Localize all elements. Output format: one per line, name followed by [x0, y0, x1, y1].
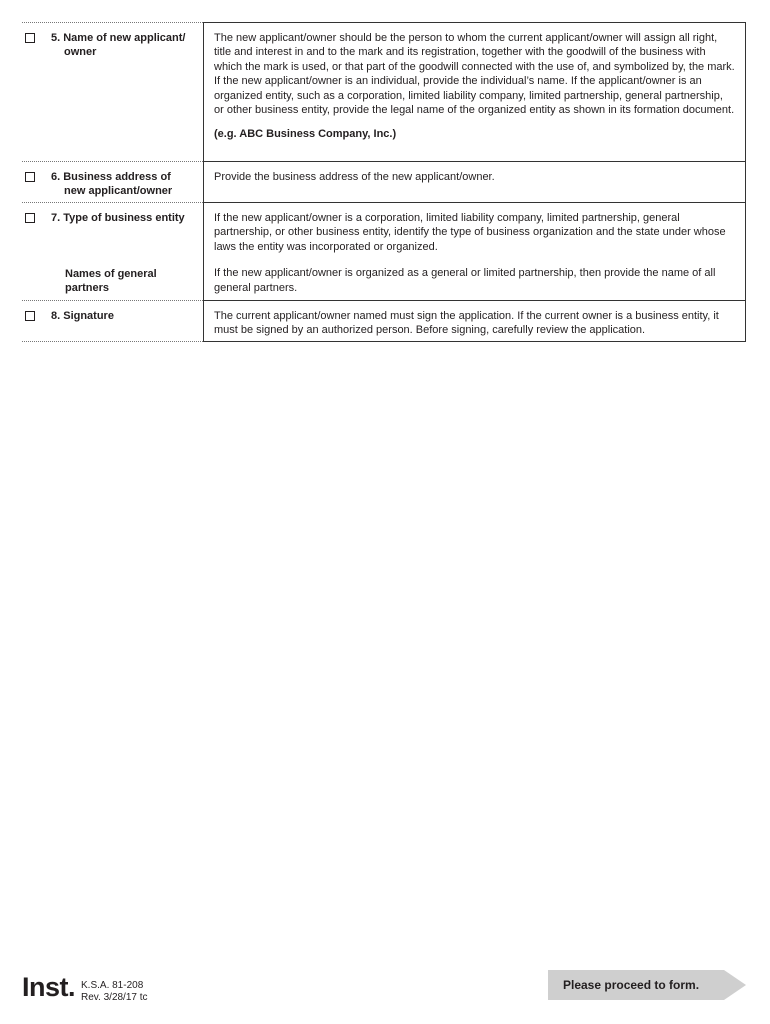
instruction-item-7 [22, 202, 748, 300]
instruction-list [22, 22, 748, 342]
inst-marker: Inst. [22, 972, 76, 1002]
item-label-cell [22, 300, 203, 342]
item-instruction-cell [203, 202, 746, 300]
item-instruction-text: The new applicant/owner should be the person to whom the current applicant/owner will assign all right, title and interest in and to the mark and its registration, together with the goodwill of the business with which the mark is used, or that part of the goodwill connected with the use of, and symbolized by, the mark. If the new applicant/owner is an individual, provide the individual’s name. If the applicant/owner is an organized entity, such as a corporation, limited liability company, limited partnership, general partnership, or other business entity, provide the legal name of the organized entity as shown in its formation document. [214, 32, 735, 117]
item-instruction-text: If the new applicant/owner is a corporation, limited liability company, limited partnership, general partnership, or other business entity, identify the type of business organization and the state under whose laws the entity was incorporated or organized. [214, 212, 726, 253]
item-label-cell [22, 161, 203, 202]
checkbox-icon[interactable] [25, 33, 35, 43]
statute-reference: K.S.A. 81-208 [81, 980, 144, 991]
item-label: 5. Name of new applicant/ owner [51, 32, 186, 59]
item-instruction-text: The current applicant/owner named must sign the application. If the current owner is a business entity, it must be signed by an authorized person. Before signing, carefully review the application. [214, 310, 719, 337]
item-instruction-cell [203, 22, 746, 161]
item-instruction-cell [203, 300, 746, 342]
item-label: 7. Type of business entity [51, 212, 185, 224]
proceed-label: Please proceed to form. [563, 978, 700, 992]
instruction-item-5 [22, 22, 748, 161]
form-meta [81, 980, 148, 1004]
checkbox-icon[interactable] [25, 172, 35, 182]
item-sub-instruction-text: If the new applicant/owner is organized as a general or limited partnership, then provide the name of all general partners. [214, 267, 716, 294]
item-label-cell [22, 22, 203, 161]
checkbox-icon[interactable] [25, 213, 35, 223]
item-label-cell [22, 202, 203, 300]
proceed-to-form-button[interactable] [548, 970, 746, 1000]
instruction-item-6 [22, 161, 748, 202]
item-instruction-cell [203, 161, 746, 202]
checkbox-icon[interactable] [25, 311, 35, 321]
item-label: 6. Business address of new applicant/owner [51, 171, 173, 198]
item-instruction-text: Provide the business address of the new applicant/owner. [214, 171, 495, 183]
item-example-text: (e.g. ABC Business Company, Inc.) [214, 128, 397, 141]
item-label: 8. Signature [51, 310, 114, 322]
revision-date: Rev. 3/28/17 tc [81, 992, 148, 1003]
item-sub-label: Names of general partners [65, 268, 157, 295]
instruction-item-8 [22, 300, 748, 342]
